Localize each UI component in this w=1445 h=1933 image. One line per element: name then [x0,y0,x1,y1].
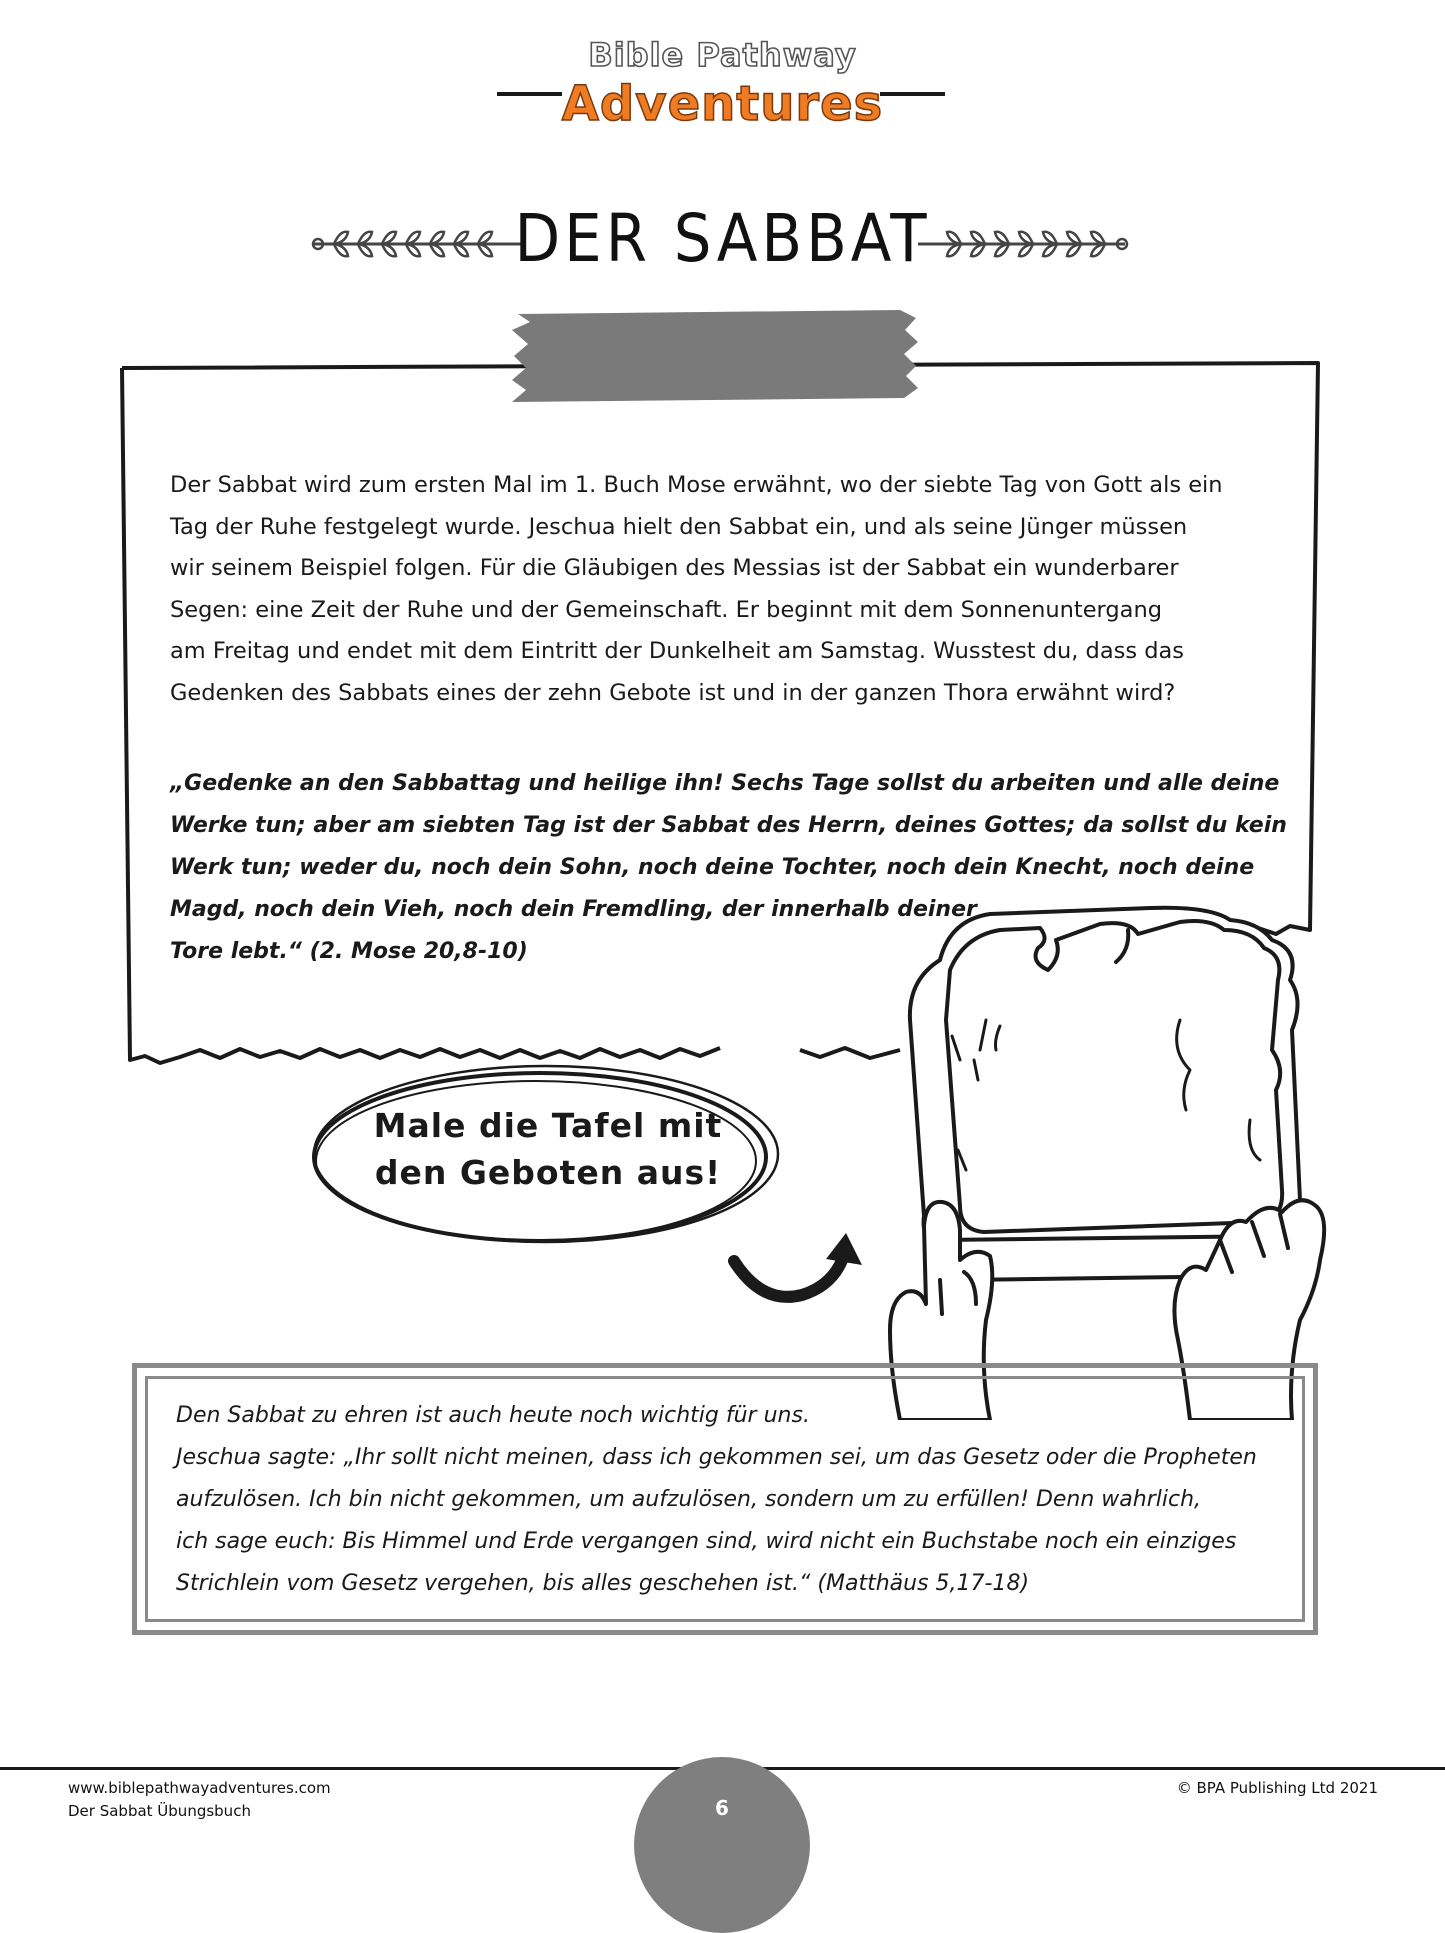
verse-line: „Gedenke an den Sabbattag und heilige ihn! Sechs Tage sollst du arbeiten und alle deine [170,771,1280,796]
intro-line: Segen: eine Zeit der Ruhe und der Gemeinschaft. Er beginnt mit dem Sonnenuntergang [170,596,1162,623]
intro-line: Tag der Ruhe festgelegt wurde. Jeschua hielt den Sabbat ein, und als seine Jünger müssen [170,513,1188,540]
bottom-line: Den Sabbat zu ehren ist auch heute noch wichtig für uns. [176,1403,810,1428]
bottom-line: ich sage euch: Bis Himmel und Erde vergangen sind, wird nicht ein Buchstabe noch ein einziges [176,1529,1237,1554]
bottom-line: Strichlein vom Gesetz vergehen, bis alles geschehen ist.“ (Matthäus 5,17-18) [176,1571,1030,1596]
footer-left [68,1777,331,1823]
intro-line: am Freitag und endet mit dem Eintritt der Dunkelheit am Samstag. Wusstest du, dass das [170,638,1185,664]
footer-copyright: © BPA Publishing Ltd 2021 [1176,1779,1378,1797]
tape-decoration [512,310,918,402]
bubble-line2: den Geboten aus! [374,1153,722,1192]
footer-book-title: Der Sabbat Übungsbuch [68,1802,251,1820]
verse-reference: (2. Mose 20,8-10) [301,939,528,964]
intro-paragraph [170,465,1250,714]
bubble-line1: Male die Tafel mit [373,1106,723,1145]
bottom-paragraph [176,1395,1286,1605]
curved-arrow-icon [722,1225,872,1325]
stone-tablet-illustration [880,900,1350,1420]
bottom-line: Jeschua sagte: „Ihr sollt nicht meinen, dass ich gekommen sei, um das Gesetz oder die Propheten [176,1445,1257,1470]
page-title: DER SABBAT [514,200,931,277]
bubble-text [348,1102,748,1196]
intro-line: Der Sabbat wird zum ersten Mal im 1. Buch Mose erwähnt, wo der siebte Tag von Gott als ein [170,472,1223,498]
verse-line: Werke tun; aber am siebten Tag ist der Sabbat des Herrn, deines Gottes; da sollst du kein [170,813,1287,838]
verse-line: Magd, noch dein Vieh, noch dein Fremdling, der innerhalb deiner [170,897,977,922]
verse-last-text: Tore lebt.“ [170,939,302,964]
verse-line: Werk tun; weder du, noch dein Sohn, noch deine Tochter, noch dein Knecht, noch deine [170,855,1255,880]
logo-line2: Adventures [561,76,884,132]
intro-line: wir seinem Beispiel folgen. Für die Gläubigen des Messias ist der Sabbat ein wunderbarer [170,555,1179,581]
footer-website: www.biblepathwayadventures.com [68,1779,331,1797]
logo-line1: Bible Pathway [588,36,857,74]
page-number-badge [634,1757,810,1933]
page-number: 6 [715,1796,729,1820]
bottom-line: aufzulösen. Ich bin nicht gekommen, um aufzulösen, sondern um zu erfüllen! Denn wahrlich, [176,1487,1202,1512]
intro-line: Gedenken des Sabbats eines der zehn Gebote ist und in der ganzen Thora erwähnt wird? [170,679,1176,706]
